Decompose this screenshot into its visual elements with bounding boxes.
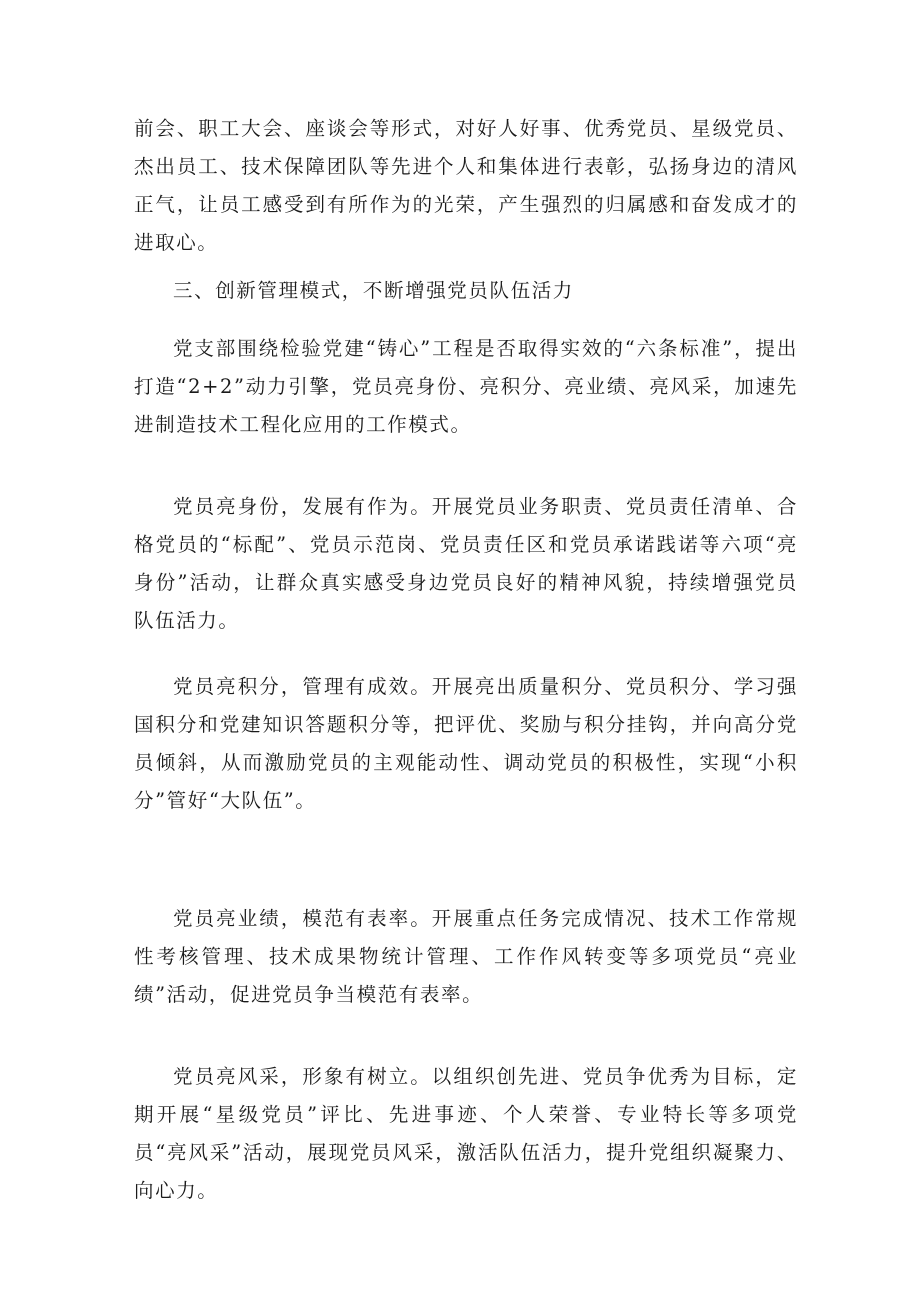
paragraph-show-identity: 党员亮身份，发展有作为。开展党员业务职责、党员责任清单、合格党员的“标配”、党员示范岗、党员责任区和党员承诺践诺等六项“亮身份”活动，让群众真实感受身边党员良好的精神风貌，持续增强党员队伍活力。 <box>134 495 798 632</box>
paragraph-show-style: 党员亮风采，形象有树立。以组织创先进、党员争优秀为目标，定期开展“星级党员”评比、先进事迹、个人荣誉、专业特长等多项党员“亮风采”活动，展现党员风采，激活队伍活力，提升党组织凝聚力、向心力。 <box>134 1065 798 1202</box>
paragraph-show-points: 党员亮积分，管理有成效。开展亮出质量积分、党员积分、学习强国积分和党建知识答题积分等，把评优、奖励与积分挂钩，并向高分党员倾斜，从而激励党员的主观能动性、调动党员的积极性，实现“小积分”管好“大队伍”。 <box>134 675 798 812</box>
paragraph-engine-model: 党支部围绕检验党建“铸心”工程是否取得实效的“六条标准”，提出打造“2+2”动力引擎，党员亮身份、亮积分、亮业绩、亮风采，加速先进制造技术工程化应用的工作模式。 <box>134 337 798 436</box>
paragraph-show-performance: 党员亮业绩，模范有表率。开展重点任务完成情况、技术工作常规性考核管理、技术成果物统计管理、工作作风转变等多项党员“亮业绩”活动，促进党员争当模范有表率。 <box>134 907 798 1006</box>
section-heading-3: 三、创新管理模式，不断增强党员队伍活力 <box>173 279 574 302</box>
paragraph-commendation-continued: 前会、职工大会、座谈会等形式，对好人好事、优秀党员、星级党员、杰出员工、技术保障团队等先进个人和集体进行表彰，弘扬身边的清风正气，让员工感受到有所作为的光荣，产生强烈的归属感和奋发成才的进取心。 <box>134 117 798 254</box>
